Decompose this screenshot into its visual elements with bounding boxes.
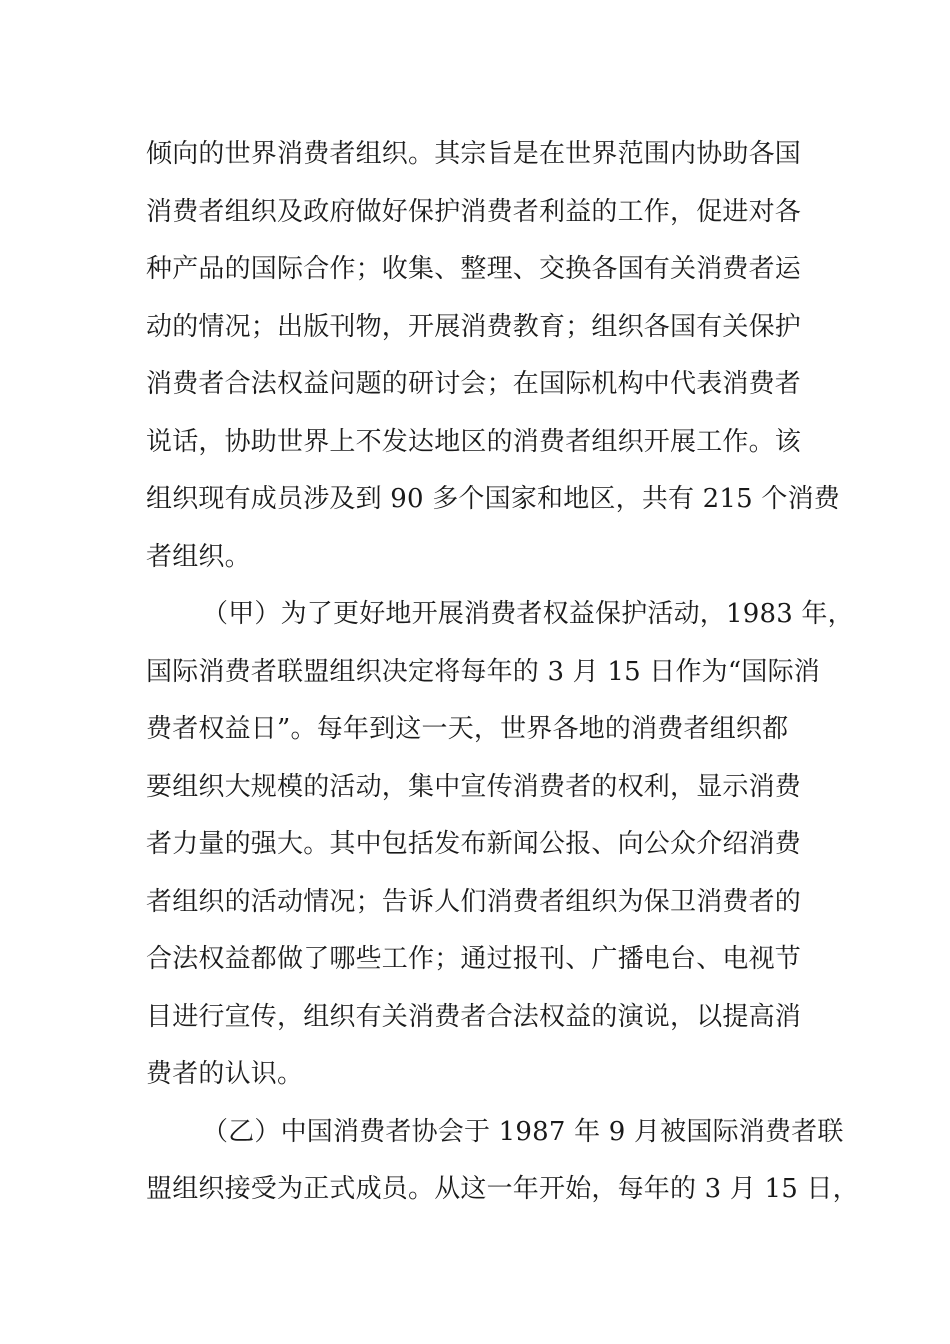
text-line: 者力量的强大。其中包括发布新闻公报、向公众介绍消费 [146,829,802,859]
body-text [146,126,859,1219]
text-line: 倾向的世界消费者组织。其宗旨是在世界范围内协助各国 [146,139,802,169]
text-line: 消费者组织及政府做好保护消费者利益的工作，促进对各 [146,196,802,227]
text-line: 说话，协助世界上不发达地区的消费者组织开展工作。该 [146,426,802,457]
text-line: 动的情况；出版刊物，开展消费教育；组织各国有关保护 [146,311,802,342]
text-line: 组织现有成员涉及到 90 多个国家和地区，共有 215 个消费 [146,484,840,514]
text-line: 目进行宣传，组织有关消费者合法权益的演说，以提高消 [146,1001,802,1032]
text-line: 盟组织接受为正式成员。从这一年开始，每年的 3 月 15 日， [146,1174,859,1204]
text-line: 合法权益都做了哪些工作；通过报刊、广播电台、电视节 [146,944,802,974]
text-line: 者组织。 [146,541,251,572]
text-line: 国际消费者联盟组织决定将每年的 3 月 15 日作为“国际消 [146,656,820,687]
text-line: 种产品的国际合作；收集、整理、交换各国有关消费者运 [146,254,802,284]
text-line: 要组织大规模的活动，集中宣传消费者的权利，显示消费 [146,771,802,802]
text-line: 费者权益日”。每年到这一天，世界各地的消费者组织都 [146,714,789,744]
text-line: 消费者合法权益问题的研讨会；在国际机构中代表消费者 [146,369,802,399]
paragraph-jia-start: （甲）为了更好地开展消费者权益保护活动，1983 年， [202,599,854,629]
text-line: 者组织的活动情况；告诉人们消费者组织为保卫消费者的 [146,886,802,917]
text-line: 费者的认识。 [146,1059,304,1089]
paragraph-yi-start: （乙）中国消费者协会于 1987 年 9 月被国际消费者联 [202,1116,844,1147]
